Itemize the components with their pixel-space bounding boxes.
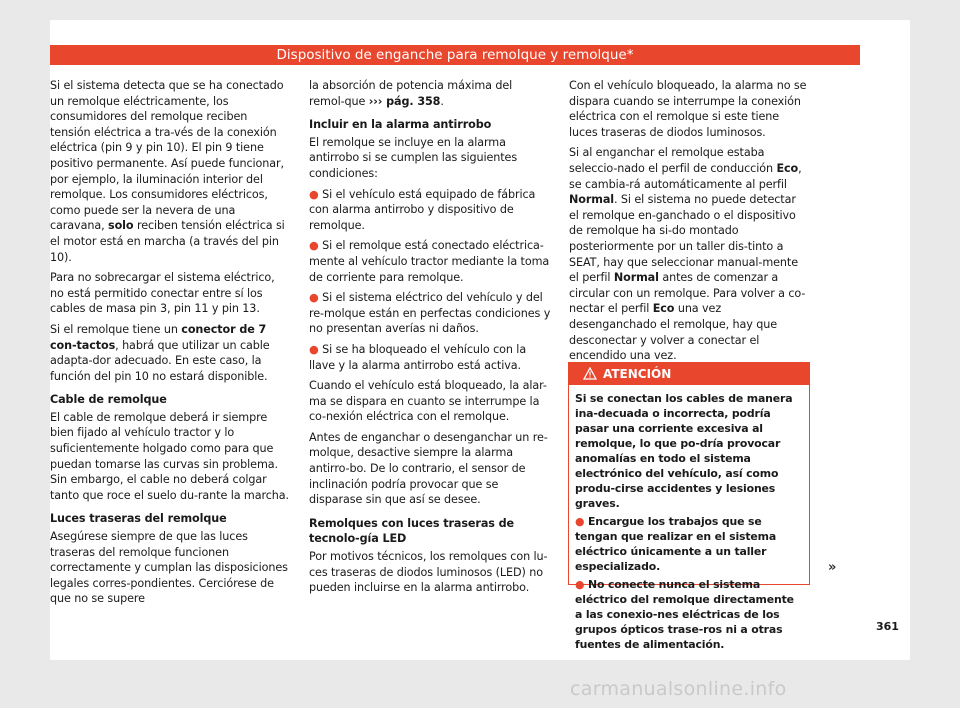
warning-body — [569, 385, 809, 652]
continue-icon: » — [828, 560, 837, 575]
warning-box — [568, 362, 810, 651]
bullet-icon: ● — [575, 515, 585, 528]
subheading: Luces traseras del remolque — [50, 512, 227, 526]
subheading: Cable de remolque — [50, 393, 167, 407]
column-2 — [309, 78, 551, 601]
paragraph: Para no sobrecargar el sistema eléctrico, no está permitido conectar entre sí los cables de masa pin 3, pin 11 y pin 13. — [50, 271, 275, 316]
warning-header — [569, 363, 809, 385]
paragraph: la absorción de potencia máxima del remol-que ››› pág. 358. — [309, 79, 513, 108]
list-item: ● Si el sistema eléctrico del vehículo y del re-molque están en perfectas condiciones y no presentan averías ni daños. — [309, 291, 551, 336]
list-item: ● No conecte nunca el sistema eléctrico del remolque directamente a las conexio-nes eléctricas de los grupos ópticos trase-ros ni a otras fuentes de alimentación. — [575, 578, 794, 651]
subheading: Incluir en la alarma antirrobo — [309, 118, 492, 132]
paragraph: Por motivos técnicos, los remolques con lu-ces traseras de diodos luminosos (LED) no pueden incluirse en la alarma antirrobo. — [309, 550, 548, 595]
paragraph: Si el remolque tiene un conector de 7 con-tactos, habrá que utilizar un cable adapta-dor adecuado. En este caso, la función del pin 10 no estará disponible. — [50, 322, 270, 383]
list-item: ● Si el remolque está conectado eléctrica-mente al vehículo tractor mediante la toma de corriente para remolque. — [309, 239, 550, 284]
paragraph: Si al enganchar el remolque estaba seleccio-nado el perfil de conducción Eco, se cambia-rá automáticamente al perfil Normal. Si el sistema no puede detectar el remolque en-ganchado o el dispositivo de remolque ha si-do montado posteriormente por un taller dis-tinto a SEAT, hay que seleccionar manual-mente el perfil Normal antes de comenzar a circular con un remolque. Para volver a co-nectar el perfil Eco una vez desenganchado el remolque, hay que desconectar y volver a conectar el encendido una vez. — [569, 146, 806, 363]
page-number: 361 — [876, 620, 899, 633]
paragraph: Si el sistema detecta que se ha conectado un remolque eléctricamente, los consumidores del remolque reciben tensión eléctrica a tra-vés de la conexión eléctrica (pin 9 y pin 10). El pin 9 tiene positivo permanente. Así puede funcionar, por ejemplo, la iluminación interior del remolque. Los consumidores eléctricos, como puede ser la nevera de una caravana, solo reciben tensión eléctrica si el motor está en marcha (a través del pin 10). — [50, 79, 285, 264]
list-item: ● Encargue los trabajos que se tengan que realizar en el sistema eléctrico únicamente a un taller especializado. — [575, 515, 777, 573]
section-title: Dispositivo de enganche para remolque y remolque* — [50, 45, 860, 65]
bullet-icon: ● — [309, 239, 319, 253]
column-1 — [50, 78, 290, 612]
list-item: ● Si el vehículo está equipado de fábrica con alarma antirrobo y dispositivo de remolque. — [309, 187, 536, 232]
paragraph: Antes de enganchar o desenganchar un re-molque, desactive siempre la alarma antirro-bo. De lo contrario, el sensor de inclinación podría provocar que se disparase sin que así se desee. — [309, 430, 548, 507]
bullet-icon: ● — [309, 291, 319, 305]
paragraph: Asegúrese siempre de que las luces traseras del remolque funcionen correctamente y cumplan las disposiciones legales corres-pondientes. Cerciórese de que no se supere — [50, 530, 288, 606]
bullet-icon: ● — [575, 578, 585, 591]
list-item: ● Si se ha bloqueado el vehículo con la llave y la alarma antirrobo está activa. — [309, 342, 527, 372]
column-3 — [569, 78, 809, 369]
warning-triangle-icon — [583, 367, 597, 380]
paragraph: Con el vehículo bloqueado, la alarma no se dispara cuando se interrumpe la conexión eléctrica con el remolque si este tiene luces traseras de diodos luminosos. — [569, 79, 807, 139]
warning-title: ATENCIÓN — [603, 367, 672, 381]
bullet-icon: ● — [309, 342, 319, 356]
page-reference-link[interactable]: ››› pág. 358 — [368, 94, 441, 108]
paragraph: Cuando el vehículo está bloqueado, la alar-ma se dispara en cuanto se interrumpe la co-nexión eléctrica con el remolque. — [309, 379, 547, 424]
bullet-icon: ● — [309, 187, 319, 201]
subheading: Remolques con luces traseras de tecnolo-gía LED — [309, 516, 515, 546]
warning-paragraph: Si se conectan los cables de manera ina-decuada o incorrecta, podría pasar una corriente excesiva al remolque, lo que po-dría provocar anomalías en todo el sistema electrónico del vehículo, así como produ-cirse accidentes y lesiones graves. — [575, 392, 793, 510]
watermark: carmanualsonline.info — [570, 678, 787, 700]
paragraph: El remolque se incluye en la alarma antirrobo si se cumplen las siguientes condiciones: — [309, 135, 518, 180]
paragraph: El cable de remolque deberá ir siempre bien fijado al vehículo tractor y lo suficientemente holgado como para que puedan tomarse las curvas sin problema. Sin embargo, el cable no deberá colgar tanto que roce el suelo du-rante la marcha. — [50, 410, 289, 502]
